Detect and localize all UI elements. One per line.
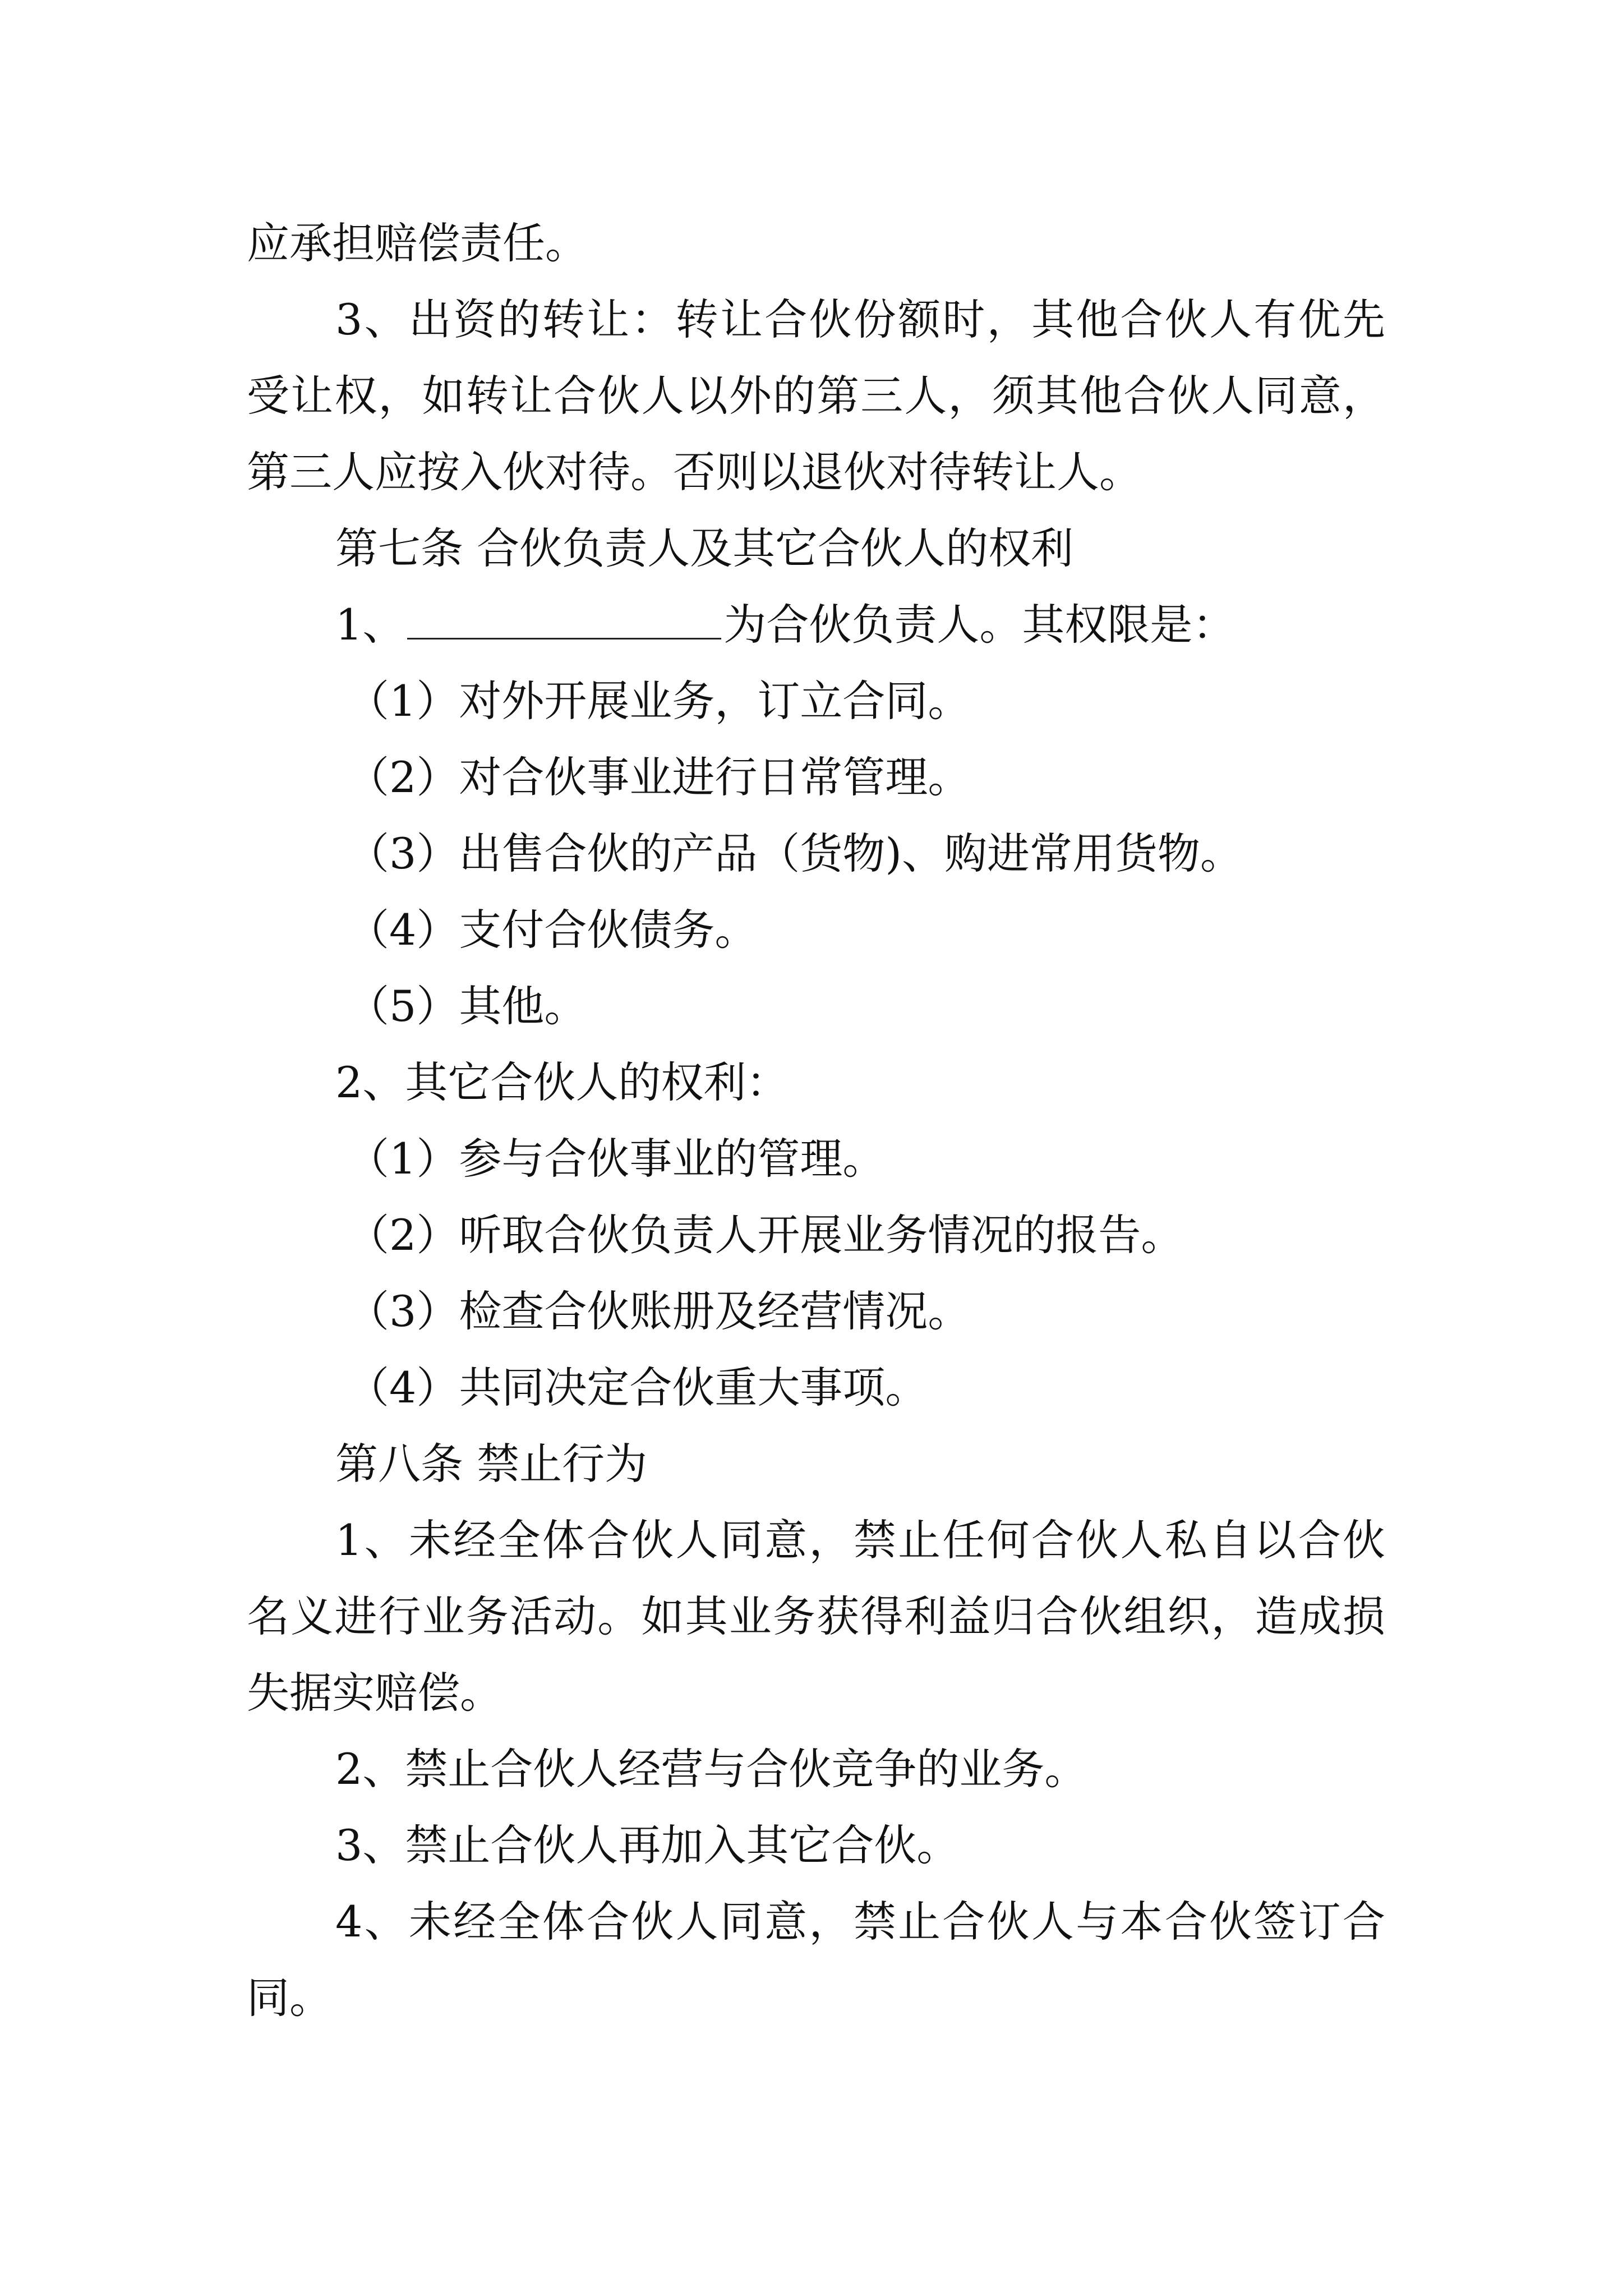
paragraph-line: 4、未经全体合伙人同意，禁止合伙人与本合伙签订合 bbox=[335, 1897, 1385, 1947]
paragraph-line: 同。 bbox=[247, 1973, 332, 2023]
paragraph-line: 2、禁止合伙人经营与合伙竞争的业务。 bbox=[335, 1744, 1087, 1794]
paragraph-line: 受让权，如转让合伙人以外的第三人，须其他合伙人同意， bbox=[247, 371, 1385, 421]
paragraph-line: 1、未经全体合伙人同意，禁止任何合伙人私自以合伙 bbox=[335, 1515, 1385, 1565]
list-item: （4）支付合伙债务。 bbox=[347, 905, 758, 955]
list-item: （4）共同决定合伙重大事项。 bbox=[347, 1363, 928, 1412]
paragraph-line: 名义进行业务活动。如其业务获得利益归合伙组织，造成损 bbox=[247, 1591, 1385, 1641]
paragraph-line: 第三人应按入伙对待。否则以退伙对待转让人。 bbox=[247, 447, 1142, 497]
list-item: （5）其他。 bbox=[347, 981, 587, 1031]
list-item: （2）对合伙事业进行日常管理。 bbox=[347, 752, 971, 802]
clause-3-transfer-line: 3、出资的转让：转让合伙份额时，其他合伙人有优先 bbox=[335, 295, 1385, 344]
responsible-partner-text: 为合伙负责人。其权限是： bbox=[723, 600, 1235, 650]
responsible-partner-line bbox=[335, 587, 1474, 663]
article-8-heading: 第八条 禁止行为 bbox=[335, 1439, 648, 1489]
list-item: （1）对外开展业务，订立合同。 bbox=[347, 676, 971, 726]
paragraph-line: 3、禁止合伙人再加入其它合伙。 bbox=[335, 1820, 960, 1870]
list-item: （1）参与合伙事业的管理。 bbox=[347, 1134, 886, 1184]
list-item: （3）出售合伙的产品（货物)、购进常用货物。 bbox=[347, 829, 1243, 878]
article-7-heading: 第七条 合伙负责人及其它合伙人的权利 bbox=[335, 523, 1074, 573]
list-item: （3）检查合伙账册及经营情况。 bbox=[347, 1286, 971, 1336]
other-partners-rights-heading: 2、其它合伙人的权利： bbox=[335, 1057, 789, 1107]
list-item: （2）听取合伙负责人开展业务情况的报告。 bbox=[347, 1210, 1184, 1260]
blank-fill-line bbox=[407, 599, 721, 639]
item-number: 1、 bbox=[335, 600, 405, 650]
paragraph-line: 失据实赔偿。 bbox=[247, 1668, 502, 1718]
paragraph-line: 应承担赔偿责任。 bbox=[247, 218, 588, 268]
